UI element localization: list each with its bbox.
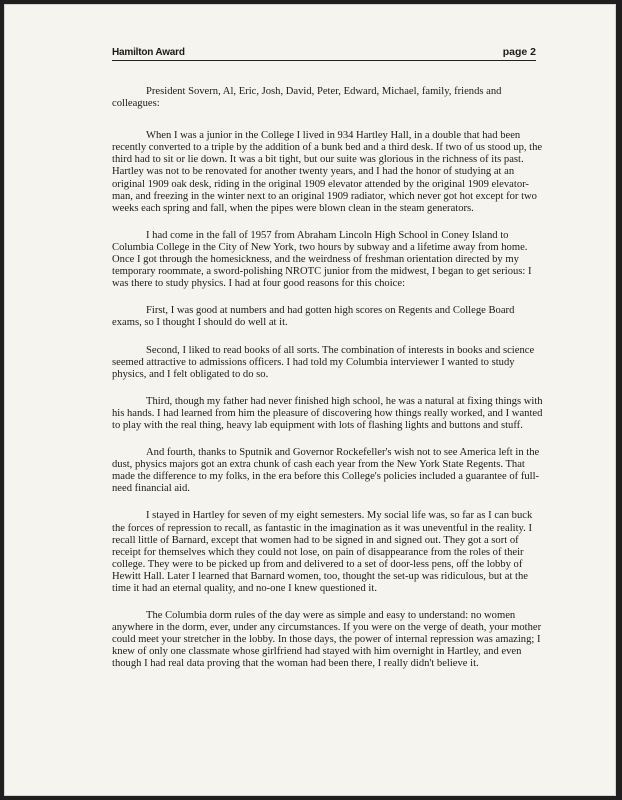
salutation: President Sovern, Al, Eric, Josh, David, Peter, Edward, Michael, family, friends and colleagues: bbox=[112, 86, 502, 110]
paragraph-reason-second: Second, I liked to read books of all sorts. The combination of interests in books and science seemed attractive to admissions officers. I had told my Columbia interviewer I wanted to study physics, and I felt obligated to do so. bbox=[112, 344, 535, 380]
paragraph-reason-fourth: And fourth, thanks to Sputnik and Governor Rockefeller's wish not to see America left in the dust, physics majors got an extra chunk of cash each year from the New York State Regents. That made the difference to my folks, in the era before this College's policies included a guarantee of full-need financial aid. bbox=[112, 447, 540, 495]
document-page bbox=[4, 4, 616, 796]
page-number: page 2 bbox=[502, 46, 536, 58]
page-header bbox=[112, 42, 536, 61]
paragraph-reason-third: Third, though my father had never finished high school, he was a natural at fixing things with his hands. I had learned from him the pleasure of discovering how things really worked, and I wanted to play with the real thing, heavy lab equipment with lots of flashing lights and buttons and stuff. bbox=[112, 395, 543, 431]
paragraph-hartley-hall: When I was a junior in the College I lived in 934 Hartley Hall, in a double that had been recently converted to a triple by the addition of a bunk bed and a third desk. If two of us stood up, the third had to sit or lie down. It was a bit tight, but our suite was glorious in the richness of its past. Hartley was not to be renovated for another twenty years, and I had the honor of studying at an original 1909 oak desk, riding in the original 1909 elevator attended by the original 1909 elevator-man, and freezing in the winter next to an original 1909 radiator, which never got hot except for two weeks each spring and fall, when the pipes were blown clean in the steam generators. bbox=[112, 130, 543, 214]
header-title: Hamilton Award bbox=[112, 47, 185, 58]
letter-body bbox=[112, 86, 544, 686]
paragraph-arrival: I had come in the fall of 1957 from Abraham Lincoln High School in Coney Island to Columbia College in the City of New York, two hours by subway and a lifetime away from home. Once I got through the homesickness, and the weirdness of freshman orientation directed by my temporary roommate, a sword-polishing NROTC junior from the midwest, I began to get serious: I was there to study physics. I had at four good reasons for this choice: bbox=[112, 229, 532, 290]
paragraph-dorm-rules: The Columbia dorm rules of the day were as simple and easy to understand: no women anywhere in the dorm, ever, under any circumstances. If you were on the verge of death, your mother could meet your stretcher in the lobby. In those days, the power of internal repression was amazing; I knew of only one classmate whose girlfriend had stayed with him overnight in Hartley, and even though I had real data proving that the woman had been there, I really didn't believe it. bbox=[112, 610, 542, 670]
paragraph-social-life: I stayed in Hartley for seven of my eight semesters. My social life was, so far as I can buck the forces of repression to recall, as fantastic in the imagination as it was uneventful in the reality. I recall little of Barnard, except that women had to be signed in and signed out. They got a sort of receipt for themselves which they could not lose, on pain of disappearance from the roles of their college. They were to be picked up from and delivered to a set of door-less pens, off the lobby of Hewitt Hall. Later I learned that Barnard women, too, thought the set-up was ridiculous, but at the time it had an eternal quality, and no-one I knew questioned it. bbox=[112, 510, 533, 594]
paragraph-reason-first: First, I was good at numbers and had gotten high scores on Regents and College Board exams, so I thought I should do well at it. bbox=[112, 305, 515, 329]
